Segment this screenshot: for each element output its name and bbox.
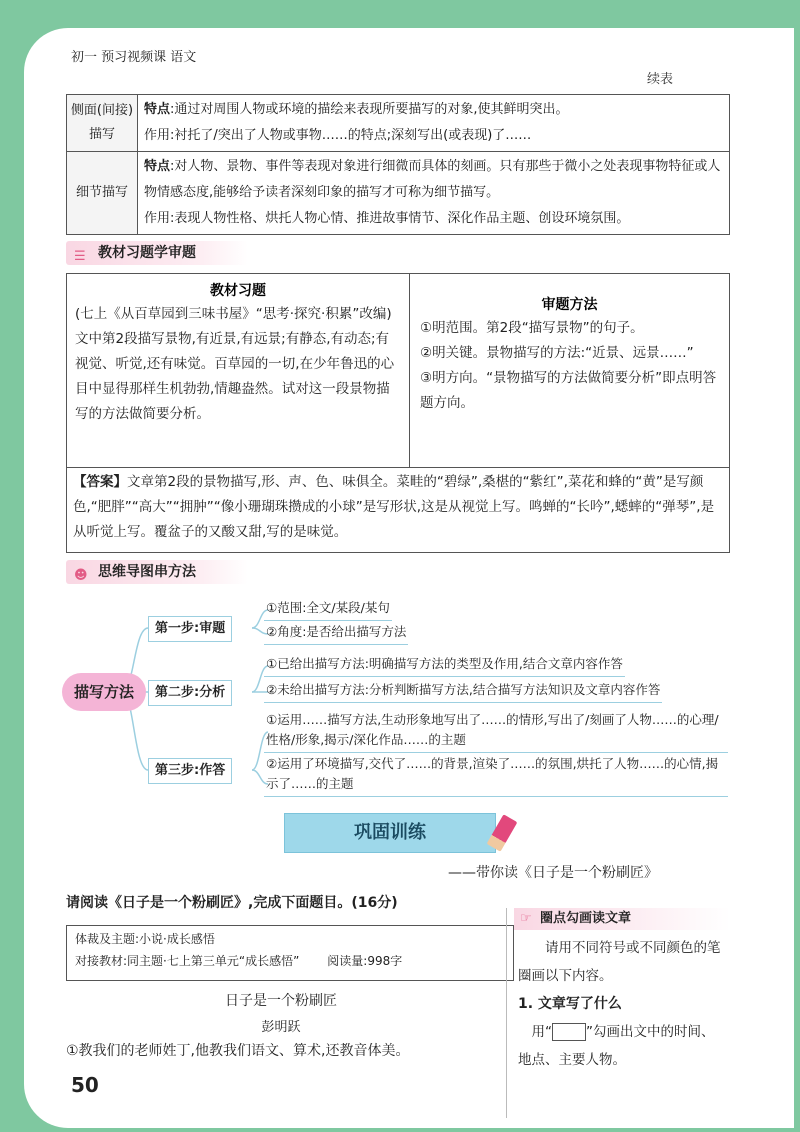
mindmap-leaf: ①范围:全文/某段/某句	[264, 598, 392, 621]
exercise-box	[66, 273, 730, 468]
section-heading-mindmap: ☻ 思维导图串方法	[66, 560, 248, 584]
info-wordcount: 阅读量:998字	[327, 954, 403, 968]
info-genre: 体裁及主题:小说·成长感悟	[75, 932, 215, 946]
table-row	[67, 152, 730, 235]
method-item: ①明范围。第2段“描写景物”的句子。	[420, 320, 644, 336]
description-methods-table	[66, 94, 730, 235]
story-title: 日子是一个粉刷匠	[225, 993, 337, 1009]
sidebar-heading: ☞ 圈点勾画读文章	[514, 908, 730, 930]
pointing-hand-icon: ☞	[520, 911, 532, 926]
mindmap-leaf: ②角度:是否给出描写方法	[264, 622, 408, 645]
story-author: 彭明跃	[261, 1020, 301, 1035]
sidebar-intro: 请用不同符号或不同颜色的笔圈画以下内容。	[518, 940, 721, 984]
page	[24, 28, 794, 1128]
mindmap-leaf: ②运用了环境描写,交代了……的背景,渲染了……的氛围,烘托了人物……的心情,揭示了……的主题	[264, 754, 728, 797]
list-icon: ☰	[74, 249, 86, 264]
exercise-text: (七上《从百草园到三味书屋》“思考·探究·积累”改编)文中第2段描写景物,有近景,有远景;有静态,有动态;有视觉、听觉,还有味觉。百草园的一切,在少年鲁迅的心目中显得那样生机勃勃,情趣盎然。试对这一段景物描写的方法做简要分析。	[75, 306, 395, 422]
method-title: 审题方法	[541, 297, 598, 313]
mindmap-leaf: ①运用……描写方法,生动形象地写出了……的情形,写出了/刻画了人物……的心理/性格/形象,揭示/深化作品……的主题	[264, 710, 728, 753]
mindmap-root: 描写方法	[62, 673, 146, 711]
mindmap-step: 第二步:分析	[148, 680, 232, 706]
column-divider	[506, 908, 507, 1118]
mindmap-leaf: ②未给出描写方法:分析判断描写方法,结合描写方法知识及文章内容作答	[264, 680, 662, 703]
sidebar-content	[518, 934, 724, 1074]
exercise-right	[410, 274, 729, 467]
section-heading-exercise: ☰ 教材习题学审题	[66, 241, 248, 265]
mindmap-step: 第三步:作答	[148, 758, 232, 784]
training-banner: 巩固训练	[284, 813, 496, 853]
table-row	[67, 95, 730, 152]
exercise-left	[67, 274, 410, 467]
answer-text: 文章第2段的景物描写,形、声、色、味俱全。菜畦的“碧绿”,桑椹的“紫红”,菜花和蜂的“黄”是写颜色,“肥胖”“高大”“拥肿”“像小珊瑚珠攒成的小球”是写形状,这是从视觉上写。鸣蝉的“长吟”,蟋蟀的“弹琴”,是从听觉上写。覆盆子的又酸又甜,写的是味觉。	[73, 474, 715, 540]
row-label: 侧面(间接)描写	[67, 95, 138, 152]
info-textbook: 对接教材:同主题·七上第三单元“成长感悟”	[75, 954, 300, 968]
person-icon: ☻	[74, 568, 88, 583]
header-title: 初一 预习视频课 语文	[71, 50, 197, 65]
story-paragraph: ①教我们的老师姓丁,他教我们语文、算术,还教音体美。	[66, 1043, 410, 1059]
reading-question: 请阅读《日子是一个粉刷匠》,完成下面题目。(16分)	[66, 895, 398, 911]
info-box	[66, 925, 514, 981]
sidebar-item-text: 用“ ”勾画出文中的时间、地点、主要人物。	[518, 1024, 715, 1068]
blank-box	[552, 1023, 586, 1041]
method-item: ②明关键。景物描写的方法:“近景、远景……”	[420, 345, 694, 361]
answer-box	[66, 466, 730, 553]
mindmap-leaf: ①已给出描写方法:明确描写方法的类型及作用,结合文章内容作答	[264, 654, 625, 677]
row-label: 细节描写	[67, 152, 138, 235]
answer-label: 【答案】	[73, 474, 127, 490]
row-content: 特点:对人物、景物、事件等表现对象进行细微而具体的刻画。只有那些于微小之处表现事物特征或人物情感态度,能够给予读者深刻印象的描写才可称为细节描写。 作用:表现人物性格、烘托人物心情、推进故事情节、深化作品主题、创设环境氛围。	[138, 152, 730, 235]
exercise-title: 教材习题	[210, 283, 266, 299]
training-subtitle: ——带你读《日子是一个粉刷匠》	[448, 865, 658, 881]
sidebar-item-title: 1. 文章写了什么	[518, 996, 622, 1012]
continued-label: 续表	[647, 72, 674, 87]
row-content: 特点:通过对周围人物或环境的描绘来表现所要描写的对象,使其鲜明突出。 作用:衬托了/突出了人物或事物……的特点;深刻写出(或表现)了……	[138, 95, 730, 152]
page-number: 50	[71, 1073, 99, 1097]
method-item: ③明方向。“景物描写的方法做简要分析”即点明答题方向。	[420, 370, 717, 411]
mindmap-step: 第一步:审题	[148, 616, 232, 642]
